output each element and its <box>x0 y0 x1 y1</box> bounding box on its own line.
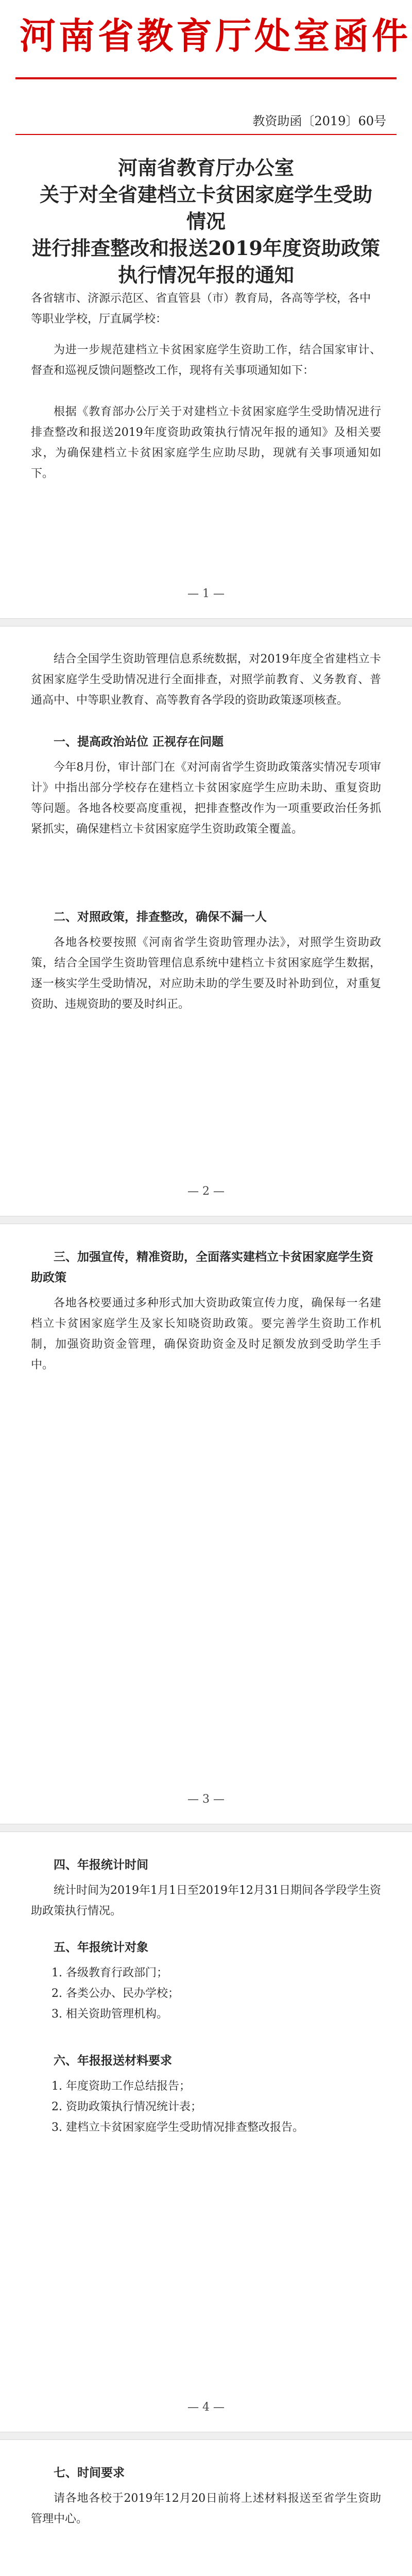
section-heading-3: 三、加强宣传，精准资助，全面落实建档立卡贫困家庭学生资助政策 <box>31 1250 373 1284</box>
page-break <box>0 1216 412 1224</box>
intro-paragraph-2: 根据《教育部办公厅关于对建档立卡贫困家庭学生受助情况进行排查整改和报送2019年度资助政策执行情况年报的通知》及相关要求，为确保建档立卡贫困家庭学生应助尽助，现就有关事项通知如下。 <box>31 405 381 480</box>
page-number: — 2 — <box>187 1185 225 1198</box>
title-line-2: 关于对全省建档立卡贫困家庭学生受助情况 <box>39 183 372 233</box>
list-item: 1. 年度资助工作总结报告； <box>52 2080 191 2093</box>
page-break <box>0 2432 412 2440</box>
section-heading-2: 二、对照政策，排查整改，确保不漏一人 <box>54 910 267 924</box>
title-line-3: 进行排查整改和报送2019年度资助政策 <box>32 236 380 260</box>
page-break <box>0 618 412 626</box>
header-red-line-thin <box>15 134 397 135</box>
doc-title <box>31 155 381 289</box>
section-text-3: 各地各校要通过多种形式加大资助政策宣传力度，确保每一名建档立卡贫困家庭学生及家长知晓资助政策。要完善学生资助工作机制，加强资助资金管理，确保资助资金及时足额发放到受助学生手中。 <box>31 1297 381 1371</box>
section-text-2: 各地各校要按照《河南省学生资助管理办法》，对照学生资助政策，结合全国学生资助管理信息系统中建档立卡贫困家庭学生数据，逐一核实学生受助情况，对应助未助的学生要及时补助到位，对重复资助、违规资助的要及时纠正。 <box>31 936 381 1011</box>
section-heading-1: 一、提高政治站位 正视存在问题 <box>54 735 224 749</box>
list-item: 3. 建档立卡贫困家庭学生受助情况排查整改报告。 <box>52 2121 304 2134</box>
page-number: — 4 — <box>187 2401 225 2414</box>
section-heading-7: 七、时间要求 <box>54 2466 125 2480</box>
section-text-7: 请各地各校于2019年12月20日前将上述材料报送至省学生资助管理中心。 <box>31 2492 381 2526</box>
title-line-4: 执行情况年报的通知 <box>117 263 294 286</box>
list-item: 2. 资助政策执行情况统计表； <box>52 2100 202 2113</box>
list-item: 2. 各类公办、民办学校； <box>52 1987 179 2000</box>
doc-number: 教资助函〔2019〕60号 <box>252 114 386 128</box>
masthead: 河南省教育厅处室函件 <box>20 14 411 57</box>
section-text-1: 今年8月份，审计部门在《对河南省学生资助政策落实情况专项审计》中指出部分学校存在建档立卡贫困家庭学生应助未助、重复资助等问题。各地各校要高度重视，把排查整改作为一项重要政治任务抓紧抓实，确保建档立卡贫困家庭学生资助政策全覆盖。 <box>31 761 381 836</box>
section-heading-4: 四、年报统计时间 <box>54 1858 148 1872</box>
section-heading-5: 五、年报统计对象 <box>54 1940 148 1954</box>
section-heading-6: 六、年报报送材料要求 <box>54 2054 172 2067</box>
page-number: — 1 — <box>187 587 225 600</box>
header-red-line <box>15 77 397 79</box>
list-item: 3. 相关资助管理机构。 <box>52 2008 168 2021</box>
intro-paragraph-1: 为进一步规范建档立卡贫困家庭学生资助工作，结合国家审计、督查和巡视反馈问题整改工作，现将有关事项通知如下： <box>31 344 381 377</box>
page-number: — 3 — <box>187 1793 225 1806</box>
list-item: 1. 各级教育行政部门； <box>52 1967 168 1979</box>
body-paragraph: 结合全国学生资助管理信息系统数据，对2019年度全省建档立卡贫困家庭学生受助情况进行全面排查，对照学前教育、义务教育、普通高中、中等职业教育、高等教育各学段的资助政策逐项核查。 <box>31 653 381 707</box>
page-break <box>0 1824 412 1832</box>
section-text-4: 统计时间为2019年1月1日至2019年12月31日期间各学段学生资助政策执行情况。 <box>31 1884 381 1918</box>
recipients: 各省辖市、济源示范区、省直管县（市）教育局，各高等学校，各中等职业学校，厅直属学校： <box>31 292 371 326</box>
title-line-1: 河南省教育厅办公室 <box>117 156 294 179</box>
